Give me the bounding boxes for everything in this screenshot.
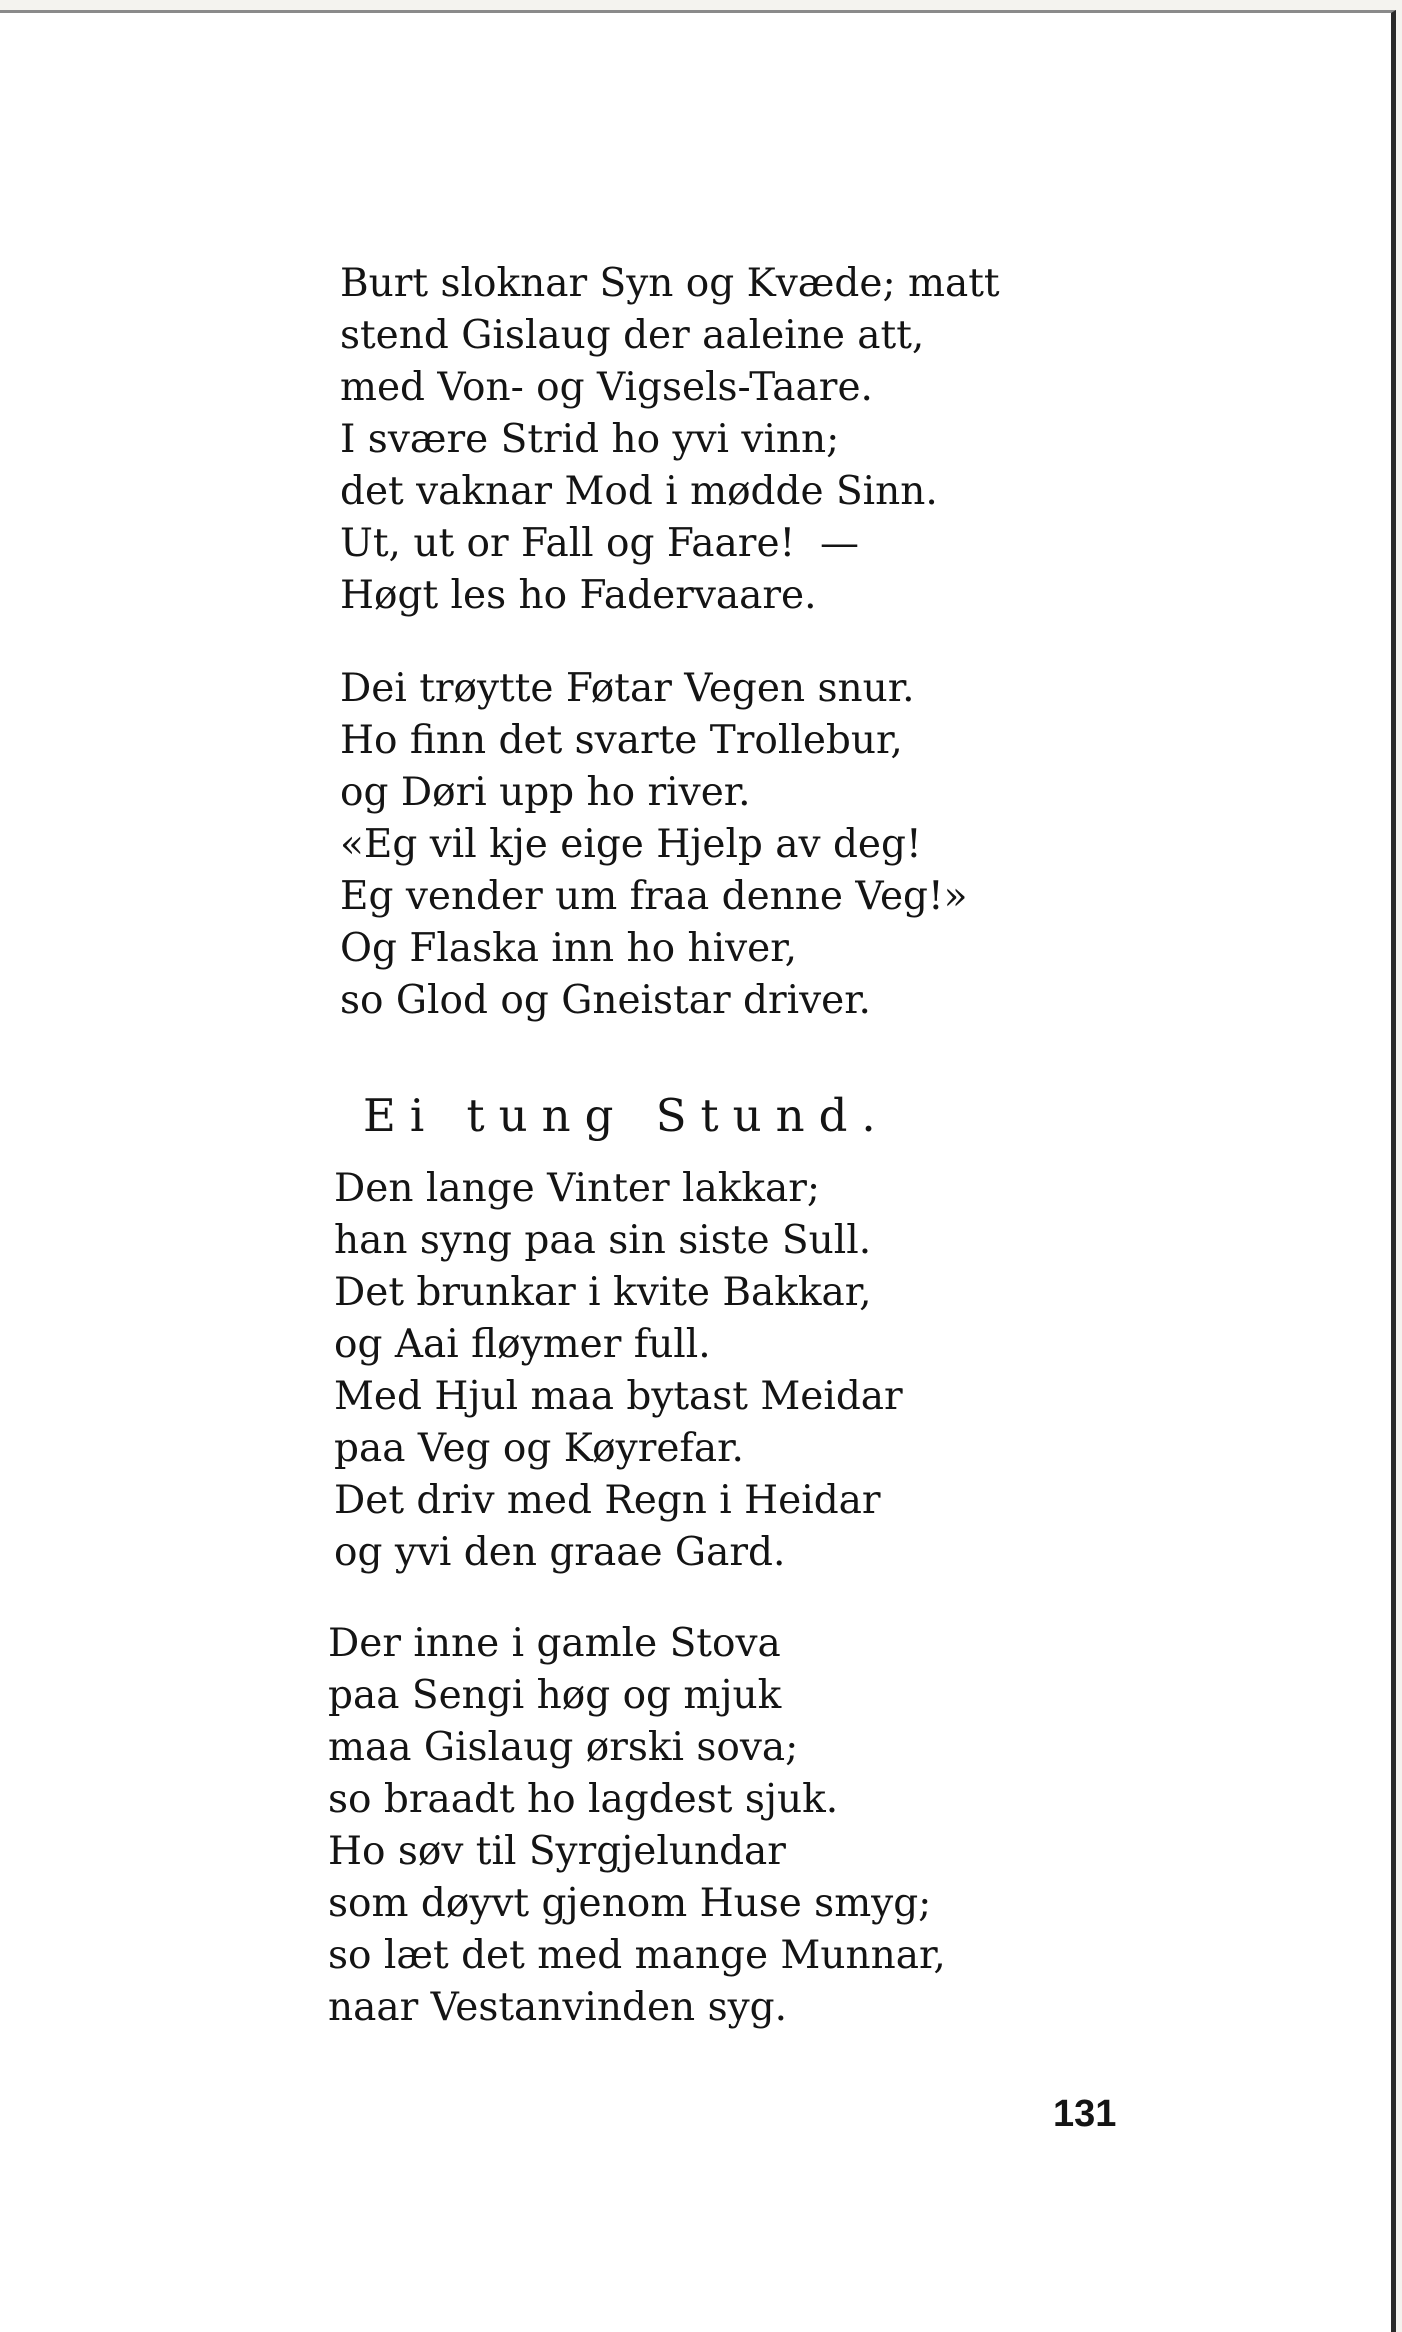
verse-line: han syng paa sin siste Sull. [334, 1218, 872, 1263]
verse-line: stend Gislaug der aaleine att, [340, 313, 925, 358]
verse-line: med Von- og Vigsels-Taare. [340, 365, 873, 410]
verse-line: og Døri upp ho river. [340, 770, 751, 815]
verse-line: Og Flaska inn ho hiver, [340, 926, 797, 971]
verse-line: «Eg vil kje eige Hjelp av deg! [340, 822, 922, 867]
verse-line: Den lange Vinter lakkar; [334, 1166, 821, 1211]
stanza-2 [340, 663, 968, 1027]
verse-line: Ho finn det svarte Trollebur, [340, 718, 903, 763]
verse-line: maa Gislaug ørski sova; [328, 1725, 799, 1770]
verse-line: som døyvt gjenom Huse smyg; [328, 1881, 932, 1926]
verse-line: og yvi den graae Gard. [334, 1530, 786, 1575]
page-number: 131 [1053, 2093, 1117, 2135]
verse-line: og Aai fløymer full. [334, 1322, 711, 1367]
stanza-1 [340, 258, 1000, 622]
verse-line: Eg vender um fraa denne Veg!» [340, 874, 968, 919]
book-page [0, 10, 1396, 2332]
poem-title: Ei tung Stund. [363, 1089, 890, 1142]
verse-line: paa Sengi høg og mjuk [328, 1673, 782, 1718]
verse-line: Der inne i gamle Stova [328, 1621, 781, 1666]
verse-line: I svære Strid ho yvi vinn; [340, 417, 840, 462]
verse-line: so Glod og Gneistar driver. [340, 978, 871, 1023]
verse-line: naar Vestanvinden syg. [328, 1985, 787, 2030]
verse-line: so braadt ho lagdest sjuk. [328, 1777, 839, 1822]
verse-line: Dei trøytte Føtar Vegen snur. [340, 666, 915, 711]
verse-line: Ho søv til Syrgjelundar [328, 1829, 786, 1874]
verse-line: paa Veg og Køyrefar. [334, 1426, 744, 1471]
verse-line: det vaknar Mod i mødde Sinn. [340, 469, 938, 514]
verse-line: Høgt les ho Fadervaare. [340, 573, 817, 618]
verse-line: Det brunkar i kvite Bakkar, [334, 1270, 872, 1315]
stanza-3 [334, 1163, 903, 1579]
verse-line: Burt sloknar Syn og Kvæde; matt [340, 261, 1000, 306]
verse-line: Det driv med Regn i Heidar [334, 1478, 881, 1523]
stanza-4 [328, 1618, 946, 2034]
verse-line: Med Hjul maa bytast Meidar [334, 1374, 903, 1419]
verse-line: Ut, ut or Fall og Faare! — [340, 521, 859, 566]
verse-line: so læt det med mange Munnar, [328, 1933, 946, 1978]
